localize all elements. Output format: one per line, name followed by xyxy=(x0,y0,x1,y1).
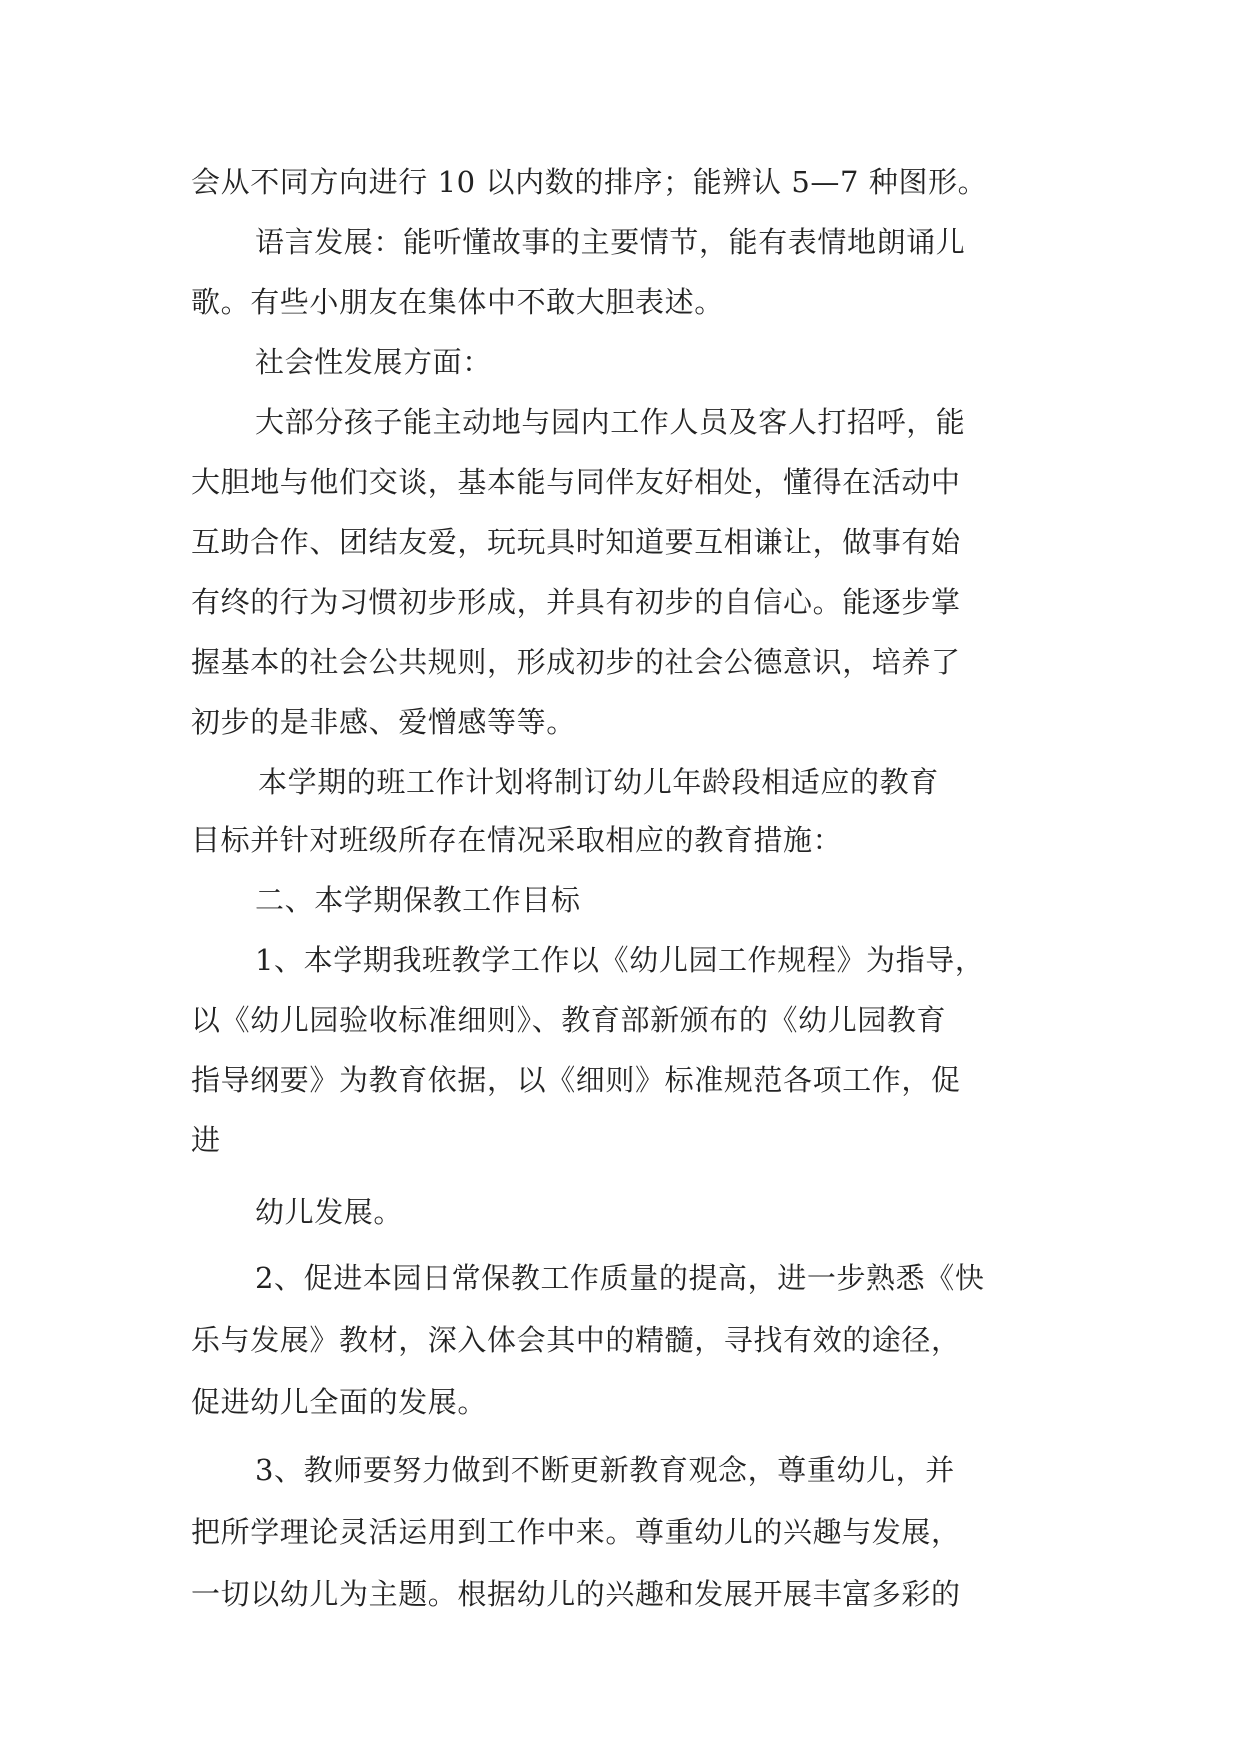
text-line: 乐与发展》教材，深入体会其中的精髓，寻找有效的途径， xyxy=(191,1323,961,1357)
text-line: 握基本的社会公共规则，形成初步的社会公德意识，培养了 xyxy=(191,645,961,679)
text-line: 社会性发展方面： xyxy=(255,345,492,379)
text-line: 歌。有些小朋友在集体中不敢大胆表述。 xyxy=(191,285,724,319)
text-line: 以《幼儿园验收标准细则》、教育部新颁布的《幼儿园教育 xyxy=(191,1003,947,1037)
text-line: 大胆地与他们交谈，基本能与同伴友好相处，懂得在活动中 xyxy=(191,465,961,499)
text-line: 1、本学期我班教学工作以《幼儿园工作规程》为指导， xyxy=(255,943,985,977)
text-line: 有终的行为习惯初步形成，并具有初步的自信心。能逐步掌 xyxy=(191,585,961,619)
text-line: 互助合作、团结友爱，玩玩具时知道要互相谦让，做事有始 xyxy=(191,525,961,559)
text-line: 本学期的班工作计划将制订幼儿年龄段相适应的教育 xyxy=(258,765,939,799)
text-line: 目标并针对班级所存在情况采取相应的教育措施： xyxy=(191,823,843,857)
text-line: 语言发展：能听懂故事的主要情节，能有表情地朗诵儿 xyxy=(255,225,966,259)
text-line: 大部分孩子能主动地与园内工作人员及客人打招呼，能 xyxy=(255,405,966,439)
text-line: 2、促进本园日常保教工作质量的提高，进一步熟悉《快 xyxy=(255,1261,985,1295)
text-line: 初步的是非感、爱憎感等等。 xyxy=(191,705,576,739)
text-line: 一切以幼儿为主题。根据幼儿的兴趣和发展开展丰富多彩的 xyxy=(191,1577,961,1611)
section-heading: 二、本学期保教工作目标 xyxy=(255,883,581,917)
text-line: 促进幼儿全面的发展。 xyxy=(191,1385,488,1419)
text-line: 进 xyxy=(191,1123,221,1157)
text-line: 幼儿发展。 xyxy=(255,1195,404,1229)
text-line: 把所学理论灵活运用到工作中来。尊重幼儿的兴趣与发展， xyxy=(191,1515,961,1549)
text-line: 会从不同方向进行 10 以内数的排序；能辨认 5—7 种图形。 xyxy=(191,165,988,199)
text-line: 3、教师要努力做到不断更新教育观念，尊重幼儿，并 xyxy=(255,1453,955,1487)
text-line: 指导纲要》为教育依据，以《细则》标准规范各项工作，促 xyxy=(191,1063,961,1097)
